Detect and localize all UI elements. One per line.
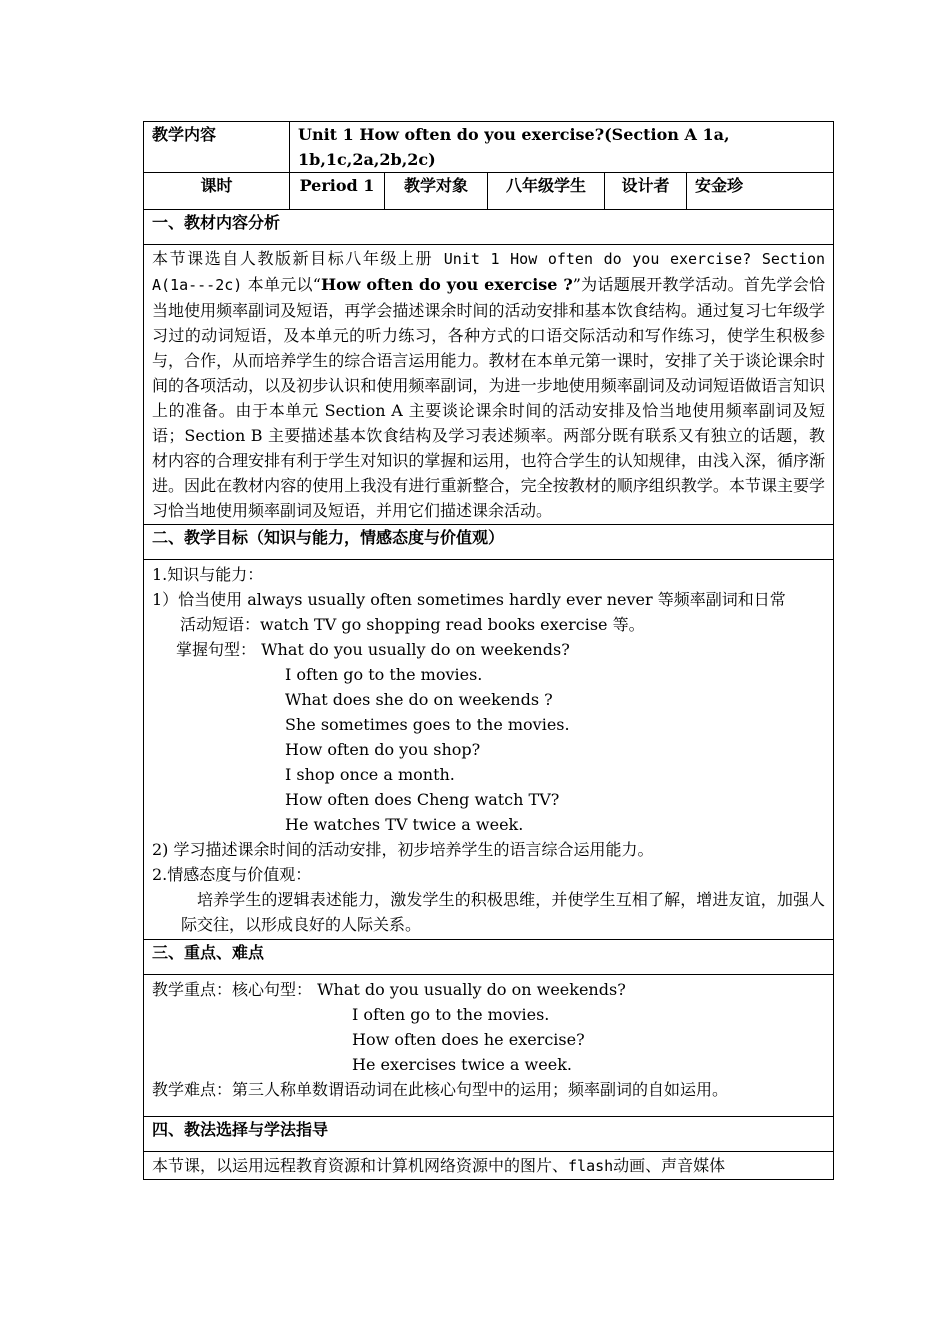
section4-body-row (144, 1152, 834, 1180)
sentence-line: She sometimes goes to the movies. (285, 715, 570, 734)
knowledge-item-1-line1: 1）恰当使用 always usually often sometimes hardly ever never 等频率副词和日常 (152, 590, 786, 609)
emotion-title: 2.情感态度与价值观： (152, 865, 312, 884)
section1-text: ”为话题展开教学活动。首先学会恰当地使用频率副词及短语，再学会描述课余时间的活动安排和基本饮食结构。通过复习七年级学习过的动词短语，及本单元的听力练习，各种方式的口语交际活动和写作练习，使学生积极参与，合作，从而培养学生的综合语言运用能力。教材在本单元第一课时，安排了关于谈论课余时间的各项活动，以及初步认识和使用频率副词，为进一步地使用频率副词及动词短语做语言知识上的准备。由于本单元 Section A 主要谈论课余时间的活动安排及恰当地使用频率副词及短语；Section B 主要描述基本饮食结构及学习表述频率。两部分既有联系又有独立的话题，教材内容的合理安排有利于学生对知识的掌握和运用，也符合学生的认知规律，由浅入深，循序渐进。因此在教材内容的使用上我没有进行重新整合，完全按教材的顺序组织教学。本节课主要学习恰当地使用频率副词及短语，并用它们描述课余活动。 (152, 275, 826, 520)
sentence-line: How often do you shop? (285, 740, 481, 759)
header-row-content (144, 122, 834, 173)
sentence-line: I shop once a month. (285, 765, 455, 784)
audience-value: 八年级学生 (488, 173, 605, 210)
sentence-line: What does she do on weekends ? (285, 690, 553, 709)
section4-text-a: 本节课，以运用远程教育资源和计算机网络资源中的图片、 (152, 1156, 569, 1175)
section1-body (144, 245, 834, 525)
section2-title-row (144, 525, 834, 560)
section1-intro-a: 本节课选自人教版新目标八年级上册 (152, 249, 434, 268)
section1-intro-b: 本单元以“ (242, 275, 321, 294)
section2-title: 二、教学目标（知识与能力，情感态度与价值观） (144, 525, 834, 560)
sentence-line: He watches TV twice a week. (285, 815, 524, 834)
sentence-line: How often does Cheng watch TV? (285, 790, 560, 809)
key-point-first: What do you usually do on weekends? (312, 980, 626, 999)
audience-label: 教学对象 (385, 173, 488, 210)
difficulty-line: 教学难点：第三人称单数谓语动词在此核心句型中的运用；频率副词的自如运用。 (152, 1080, 729, 1099)
key-point-line: How often does he exercise? (352, 1030, 585, 1049)
section4-text-b: 动画、声音媒体 (613, 1156, 726, 1175)
lesson-plan-table (143, 121, 834, 1180)
section4-title-row (144, 1117, 834, 1152)
section2-body-row (144, 560, 834, 940)
designer-label: 设计者 (605, 173, 687, 210)
emotion-body: 培养学生的逻辑表述能力，激发学生的积极思维，并使学生互相了解，增进友谊，加强人际交往，以形成良好的人际关系。 (181, 890, 826, 934)
section1-title-row (144, 210, 834, 245)
sentence-pattern-label: 掌握句型： (176, 640, 257, 659)
sentence-line: I often go to the movies. (285, 665, 483, 684)
knowledge-title: 1.知识与能力： (152, 565, 264, 584)
content-label: 教学内容 (144, 122, 290, 173)
section4-flash: flash (568, 1157, 614, 1175)
key-point-line: I often go to the movies. (352, 1005, 550, 1024)
key-point-line: He exercises twice a week. (352, 1055, 572, 1074)
section1-intro-mono: Unit 1 How often do you exercise? Section A(1a---2c) (152, 250, 826, 294)
section3-title: 三、重点、难点 (144, 940, 834, 975)
knowledge-item-1-line2: 活动短语：watch TV go shopping read books exercise 等。 (180, 615, 645, 634)
period-value: Period 1 (290, 173, 385, 210)
designer-value: 安金珍 (687, 173, 834, 210)
period-label: 课时 (144, 173, 290, 210)
section3-body-row (144, 975, 834, 1117)
key-point-row (152, 977, 825, 1002)
section1-topic: How often do you exercise ? (320, 275, 573, 294)
section3-body (144, 975, 834, 1117)
section3-title-row (144, 940, 834, 975)
section1-title: 一、教材内容分析 (144, 210, 834, 245)
sentence-pattern-first: What do you usually do on weekends? (256, 640, 570, 659)
header-row-period (144, 173, 834, 210)
sentence-pattern-row (152, 637, 825, 662)
section4-body (144, 1152, 834, 1180)
key-point-label: 教学重点：核心句型： (152, 980, 313, 999)
content-value: Unit 1 How often do you exercise?(Section A 1a, 1b,1c,2a,2b,2c) (290, 122, 834, 173)
section4-title: 四、教法选择与学法指导 (144, 1117, 834, 1152)
section1-body-row (144, 245, 834, 525)
knowledge-item-2: 2) 学习描述课余时间的活动安排，初步培养学生的语言综合运用能力。 (152, 840, 654, 859)
section2-body (144, 560, 834, 940)
